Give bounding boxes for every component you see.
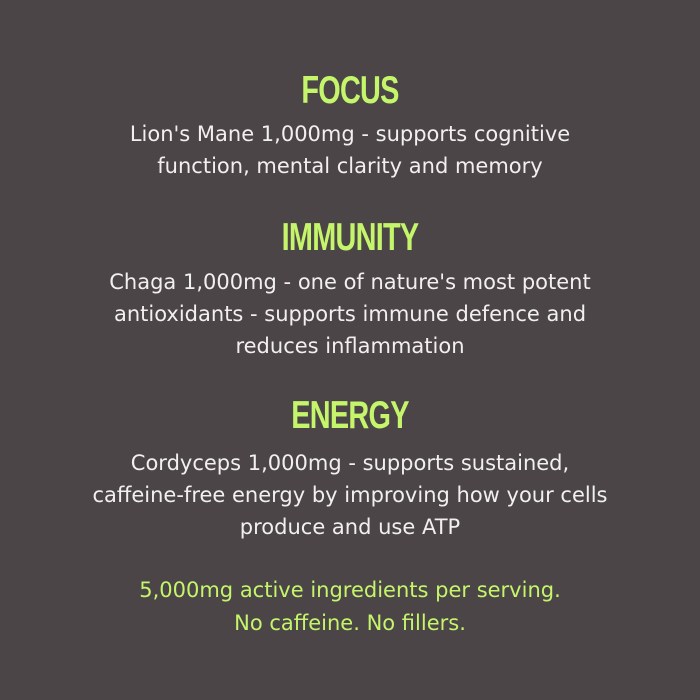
focus-description <box>60 118 640 182</box>
footer-note-line: 5,000mg active ingredients per serving. <box>139 578 561 602</box>
focus-description-line: function, mental clarity and memory <box>157 154 543 178</box>
energy-heading: ENERGY <box>291 394 409 437</box>
energy-description <box>60 447 640 543</box>
immunity-description-line: antioxidants - supports immune defence and <box>113 302 587 326</box>
footer-note-line: No caffeine. No fillers. <box>234 611 466 635</box>
focus-description-line: Lion's Mane 1,000mg - supports cognitive <box>129 122 571 146</box>
immunity-description <box>60 266 640 362</box>
energy-description-line: produce and use ATP <box>239 515 461 539</box>
immunity-description-line: reduces inflammation <box>235 334 465 358</box>
focus-heading: FOCUS <box>301 69 399 112</box>
energy-description-line: Cordyceps 1,000mg - supports sustained, <box>130 451 570 475</box>
immunity-heading: IMMUNITY <box>281 216 419 259</box>
energy-description-line: caffeine-free energy by improving how your cells <box>92 483 608 507</box>
footer-note <box>60 574 640 640</box>
immunity-description-line: Chaga 1,000mg - one of nature's most potent <box>109 270 591 294</box>
